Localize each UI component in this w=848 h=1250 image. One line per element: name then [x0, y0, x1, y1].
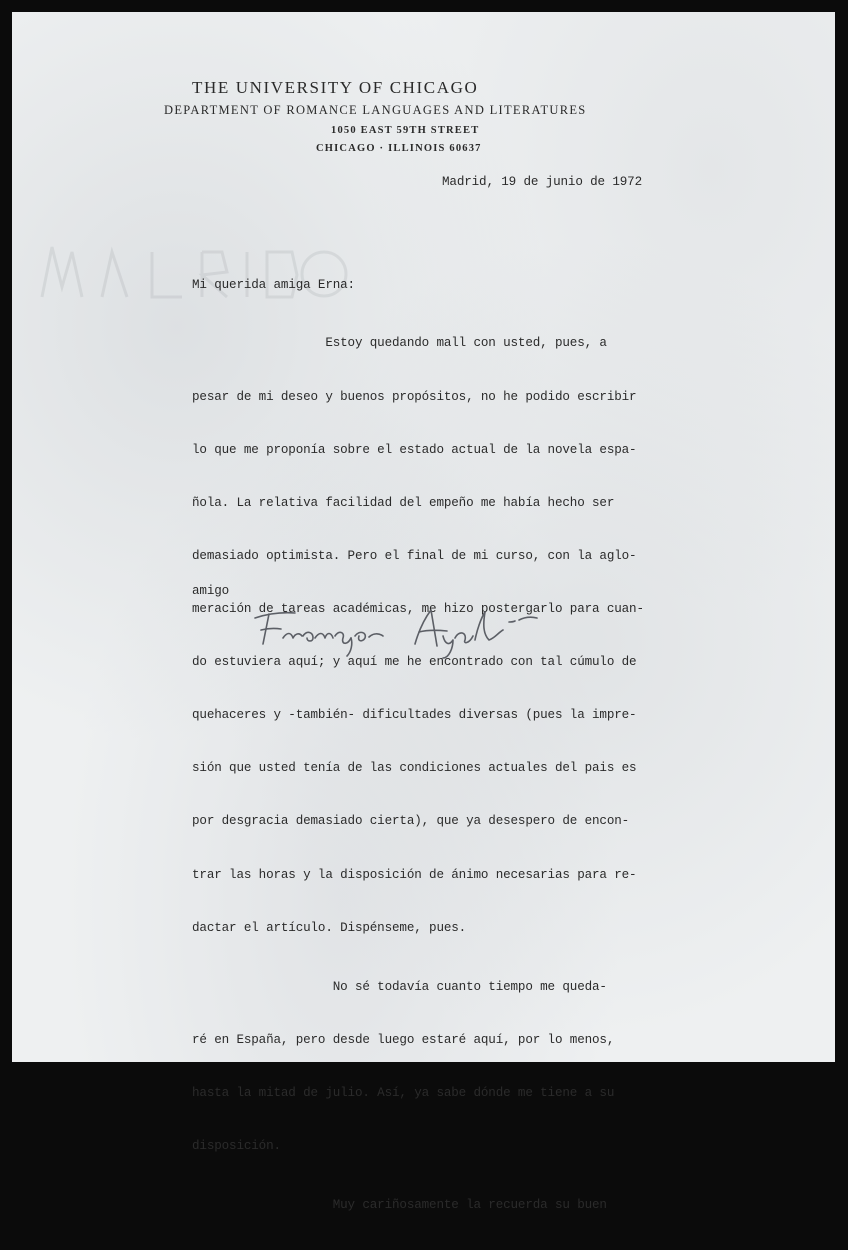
letterhead-university: THE UNIVERSITY OF CHICAGO: [192, 78, 479, 97]
body-line: No sé todavía cuanto tiempo me queda-: [192, 979, 607, 994]
body-line: ñola. La relativa facilidad del empeño me había hecho ser: [192, 495, 615, 510]
body-line: disposición.: [192, 1139, 281, 1154]
letterhead-department: DEPARTMENT OF ROMANCE LANGUAGES AND LITERATURES: [164, 103, 587, 117]
letter-date: Madrid, 19 de junio de 1972: [442, 175, 643, 189]
salutation: Mi querida amiga Erna:: [192, 278, 355, 292]
letter-body: [192, 300, 644, 1250]
body-line: quehaceres y -también- dificultades diversas (pues la impre-: [192, 708, 637, 723]
body-line: por desgracia demasiado cierta), que ya desespero de encon-: [192, 814, 630, 829]
body-line: do estuviera aquí; y aquí me he encontrado con tal cúmulo de: [192, 655, 637, 670]
body-line: trar las horas y la disposición de ánimo necesarias para re-: [192, 867, 637, 882]
body-line: lo que me proponía sobre el estado actual de la novela espa-: [192, 442, 637, 457]
body-line: Muy cariñosamente la recuerda su buen: [192, 1198, 607, 1213]
letterhead-street: 1050 EAST 59TH STREET: [331, 125, 480, 136]
body-line: Estoy quedando mall con usted, pues, a: [192, 336, 607, 351]
letter-page: [12, 12, 835, 1213]
body-line: sión que usted tenía de las condiciones actuales del pais es: [192, 761, 637, 776]
body-line: ré en España, pero desde luego estaré aquí, por lo menos,: [192, 1032, 615, 1047]
handwritten-signature: [247, 600, 567, 660]
body-line: dactar el artículo. Dispénseme, pues.: [192, 920, 467, 935]
body-line: pesar de mi deseo y buenos propósitos, no he podido escribir: [192, 389, 637, 404]
letterhead-city: CHICAGO · ILLINOIS 60637: [316, 143, 482, 154]
closing: amigo: [192, 584, 230, 598]
body-line: meración de tareas académicas, me hizo postergarlo para cuan-: [192, 601, 644, 616]
body-line: demasiado optimista. Pero el final de mi curso, con la aglo-: [192, 548, 637, 563]
body-line: hasta la mitad de julio. Así, ya sabe dónde me tiene a su: [192, 1085, 615, 1100]
